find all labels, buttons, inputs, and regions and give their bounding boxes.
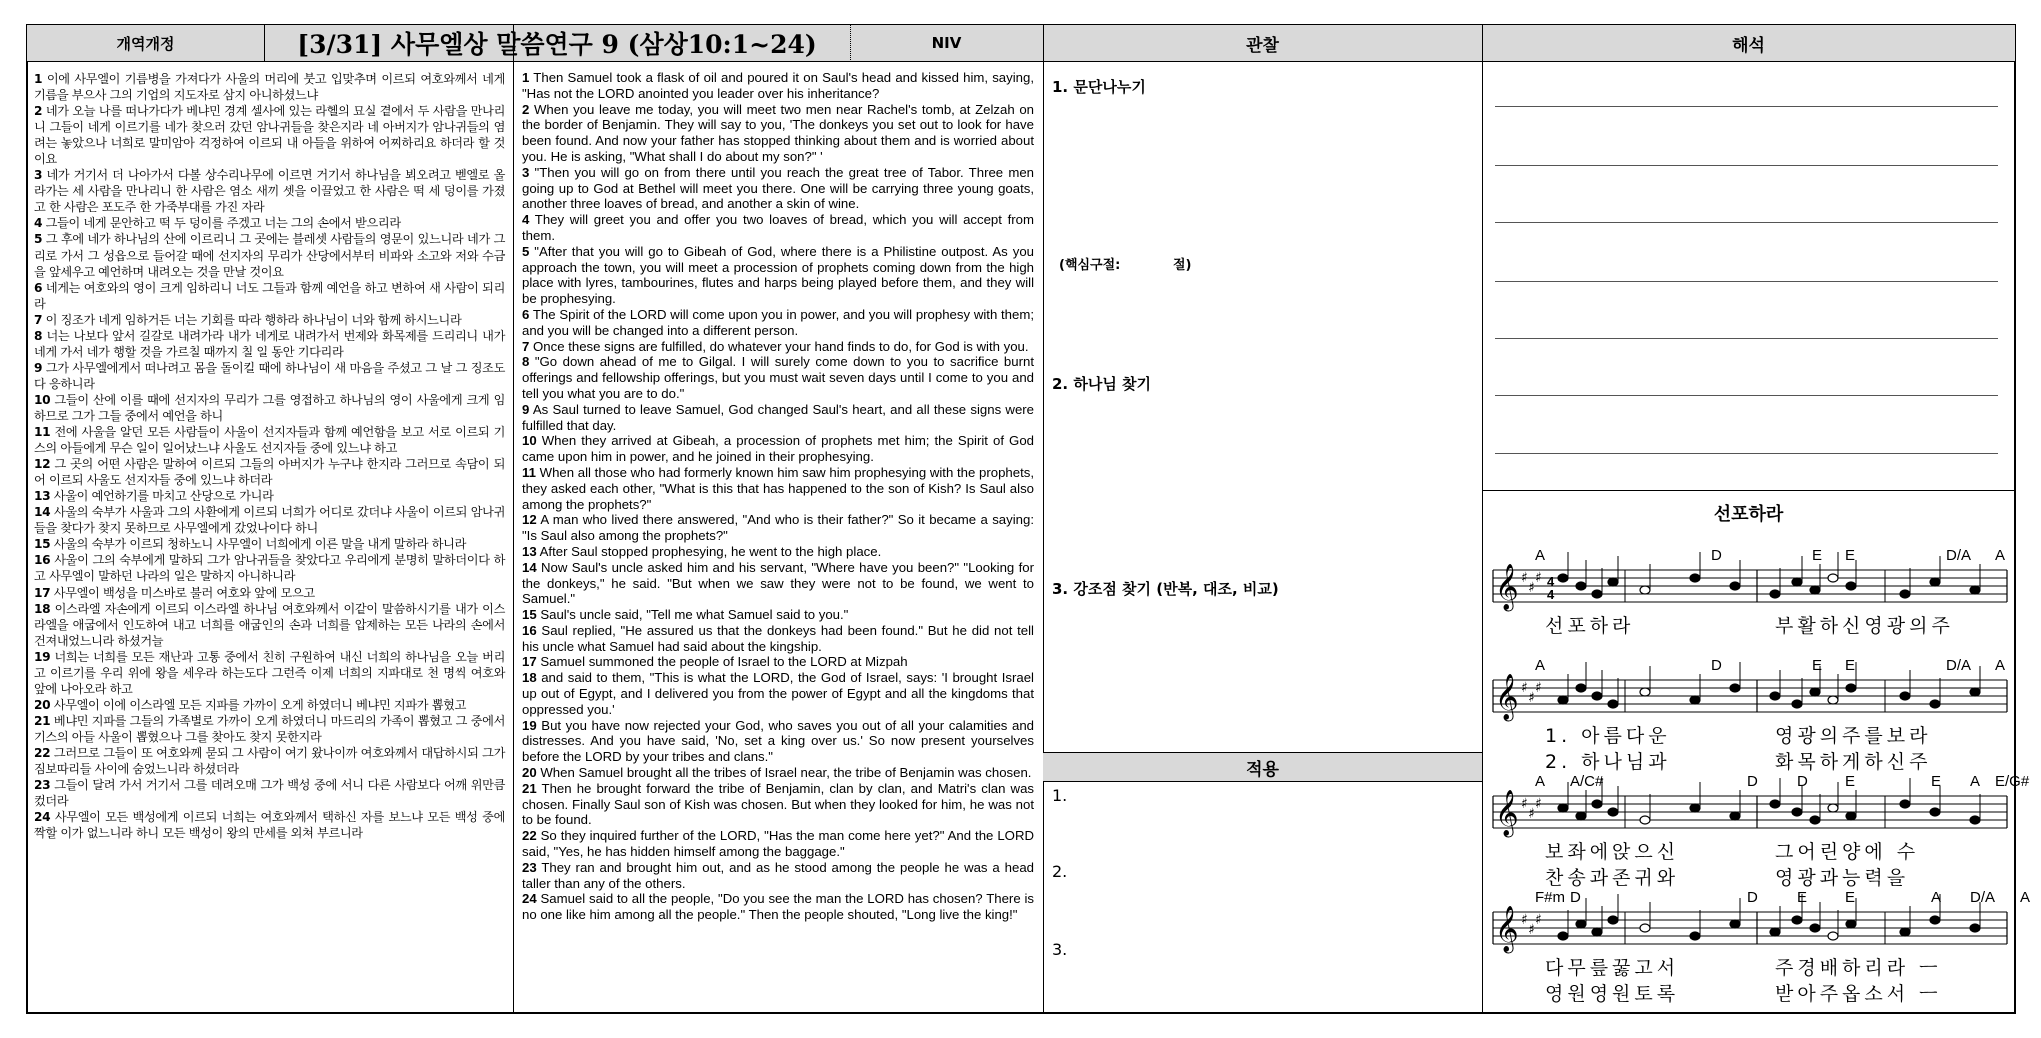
note — [1770, 590, 1780, 598]
english-verse — [522, 212, 1034, 244]
note — [1846, 582, 1856, 590]
verse-number: 19 — [522, 717, 537, 733]
verse-number: 2 — [522, 101, 530, 117]
apply-item-1: 1. — [1052, 786, 1068, 805]
note — [1690, 574, 1700, 582]
note — [1810, 816, 1820, 824]
note — [1608, 808, 1618, 816]
verse-number: 1 — [34, 72, 43, 86]
treble-clef-icon: 𝄞 — [1495, 564, 1519, 610]
english-verse — [522, 465, 1034, 512]
note — [1730, 812, 1740, 820]
note — [1558, 804, 1568, 812]
niv-header: NIV — [850, 25, 1043, 62]
writing-line — [1495, 281, 1998, 282]
note — [1900, 800, 1910, 808]
writing-line — [1495, 338, 1998, 339]
chord-symbol: E — [1812, 547, 1823, 564]
note — [1846, 684, 1856, 692]
time-signature: 4 — [1547, 587, 1555, 602]
verse-text: Then Samuel took a flask of oil and poured it on Saul's head and kissed him, saying, "Has not the LORD anointed you leader over his inheritance? — [522, 70, 1034, 101]
verse-text: Samuel said to all the people, "Do you see the man the LORD has chosen? There is no one like him among all the people." Then the people shouted, "Long live the king!" — [522, 891, 1034, 923]
verse-text: They ran and brought him out, and as he stood among the people he was a head taller than any of the others. — [522, 859, 1034, 891]
verse-number: 4 — [34, 216, 43, 231]
verse-text: Saul's uncle said, "Tell me what Samuel said to you." — [536, 607, 849, 623]
korean-verse — [34, 167, 505, 215]
chord-symbol: E — [1797, 889, 1808, 906]
lyric-line: 영광과능력을 — [1775, 867, 1910, 889]
sharp-icon: ♯ — [1521, 570, 1528, 586]
page-title: [3/31] 사무엘상 말씀연구 9 (삼상10:1~24) — [264, 25, 850, 62]
verse-text: and said to them, "This is what the LORD, the God of Israel, says: 'I brought Israel up out of Egypt, and I delivered you from the power of Egypt and all the kingdoms that oppressed you.' — [522, 670, 1034, 717]
note — [1558, 574, 1568, 582]
lyric-line: 화목하게하신주 — [1775, 751, 1932, 773]
verse-text: 사울의 숙부가 이르되 청하노니 사무엘이 너희에게 이른 말을 내게 말하라 하니라 — [50, 537, 466, 552]
note — [1828, 574, 1838, 582]
chord-symbol: A — [2020, 889, 2031, 906]
note — [1970, 688, 1980, 696]
verse-text: Samuel summoned the people of Israel to the LORD at Mizpah — [536, 654, 908, 670]
verse-number: 15 — [522, 607, 537, 623]
verse-text: "Go down ahead of me to Gilgal. I will surely come down to you to sacrifice burnt offerings and fellowship offerings, but you must wait seven days until I come to you and tell you what you are to do." — [522, 354, 1034, 401]
note — [1576, 684, 1586, 692]
verse-number: 5 — [34, 232, 43, 247]
note — [1770, 692, 1780, 700]
verse-text: 전에 사울을 알던 모든 사람들이 사울이 선지자들과 함께 예언함을 보고 서로 이르되 기스의 아들에게 무슨 일이 일어났느냐 사울도 선지자들 중에 있느냐 하고 — [34, 425, 505, 456]
apply-header: 적용 — [1043, 752, 1482, 782]
english-verse — [522, 860, 1034, 892]
chord-symbol: A — [1535, 773, 1546, 790]
lyric-line: 보좌에앉으신 — [1545, 841, 1680, 863]
chord-symbol: E — [1931, 773, 1942, 790]
chord-symbol: A — [1931, 889, 1942, 906]
verse-number: 14 — [34, 505, 51, 520]
korean-verse — [34, 215, 505, 231]
english-verse — [522, 339, 1034, 355]
verse-number: 20 — [34, 697, 51, 712]
verse-number: 10 — [522, 433, 537, 449]
note — [1810, 688, 1820, 696]
sharp-icon: ♯ — [1528, 922, 1535, 938]
verse-number: 20 — [522, 765, 537, 781]
verse-number: 8 — [522, 354, 530, 370]
chord-symbol: D/A — [1946, 657, 1972, 674]
note — [1970, 586, 1980, 594]
english-verse — [522, 560, 1034, 607]
korean-verse — [34, 424, 505, 456]
sharp-icon: ♯ — [1521, 680, 1528, 696]
writing-line — [1495, 453, 1998, 454]
find-god-label: 2. 하나님 찾기 — [1052, 375, 1152, 393]
korean-verse — [34, 280, 505, 312]
verse-number: 22 — [34, 745, 51, 760]
verse-number: 24 — [34, 810, 51, 825]
english-verse — [522, 102, 1034, 165]
verse-text: 네가 거기서 더 나아가서 다볼 상수리나무에 이르면 거기서 하나님을 뵈오려고 벧엘로 올라가는 세 사람을 만나리니 한 사람은 염소 새끼 셋을 이끌었고 한 사람은 떡 세 덩이를 가졌고 한 사람은 포도주 한 가죽부대를 가진 자라 — [34, 168, 505, 215]
sharp-icon: ♯ — [1528, 806, 1535, 822]
note — [1930, 808, 1940, 816]
sharp-icon: ♯ — [1528, 580, 1535, 596]
korean-verse — [34, 809, 505, 841]
korean-verse — [34, 585, 505, 601]
song-title: 선포하라 — [1713, 504, 1784, 525]
note — [1730, 684, 1740, 692]
chord-symbol: A — [1995, 547, 2006, 564]
sharp-icon: ♯ — [1521, 912, 1528, 928]
verse-number: 13 — [34, 489, 51, 504]
verse-text: 사무엘이 모든 백성에게 이르되 너희는 여호와께서 택하신 자를 보느냐 모든 백성 중에 짝할 이가 없느니라 하니 모든 백성이 왕의 만세를 외쳐 부르니라 — [34, 810, 505, 841]
verse-number: 15 — [34, 537, 51, 552]
verse-number: 4 — [522, 212, 530, 228]
sharp-icon: ♯ — [1535, 912, 1542, 928]
verse-text: When they arrived at Gibeah, a procession of prophets met him; the Spirit of God came upon him in power, and he joined in their prophesying. — [522, 433, 1034, 465]
chord-symbol: D — [1747, 889, 1758, 906]
verse-text: 네게는 여호와의 영이 크게 임하리니 너도 그들과 함께 예언을 하고 변하여 새 사람이 되리라 — [34, 280, 505, 311]
verse-text: "Then you will go on from there until you reach the great tree of Tabor. Three men going up to God at Bethel will meet you there. One will be carrying three young goats, another three loaves of bread, and another a skin of wine. — [522, 164, 1034, 212]
verse-number: 12 — [34, 457, 51, 472]
writing-line — [1495, 395, 1998, 396]
verse-text: 사무엘이 이에 이스라엘 모든 지파를 가까이 오게 하였더니 베냐민 지파가 뽑혔고 — [50, 697, 466, 712]
verse-text: 사무엘이 백성을 미스바로 불러 여호와 앞에 모으고 — [50, 585, 315, 600]
chord-symbol: D — [1747, 773, 1758, 790]
verse-text: "After that you will go to Gibeah of God, where there is a Philistine outpost. As you approach the town, you will meet a procession of prophets coming down from the high place with lyres, tambourines, flutes and harps being played before them, and they will be prophesying. — [522, 243, 1034, 307]
verse-number: 3 — [34, 168, 43, 183]
verse-number: 21 — [522, 780, 537, 796]
english-verse — [522, 718, 1034, 765]
korean-verses — [34, 71, 505, 1009]
chord-symbol: E — [1845, 773, 1856, 790]
verse-number: 8 — [34, 328, 43, 343]
english-verse — [522, 781, 1034, 828]
verse-number: 10 — [34, 392, 51, 407]
verse-text: 사울이 그의 숙부에게 말하되 그가 암나귀들을 찾았다고 우리에게 분명히 말하더이다 하고 사무엘이 말하던 나라의 일은 말하지 아니하니라 — [34, 553, 505, 584]
sharp-icon: ♯ — [1521, 796, 1528, 812]
note — [1828, 932, 1838, 940]
observe-header: 관찰 — [1043, 25, 1482, 62]
verse-text: Now Saul's uncle asked him and his servant, "Where have you been?" "Looking for the donkeys," he said. "But when we saw they were not to be found, we went to Samuel." — [522, 559, 1034, 607]
chord-symbol: D — [1797, 773, 1808, 790]
note — [1792, 808, 1802, 816]
note — [1690, 804, 1700, 812]
korean-verse — [34, 456, 505, 488]
chord-symbol: A/C# — [1570, 773, 1604, 790]
verse-number: 1 — [522, 70, 530, 85]
note — [1608, 916, 1618, 924]
treble-clef-icon: 𝄞 — [1495, 674, 1519, 720]
interpret-header: 해석 — [1482, 25, 2015, 62]
note — [1640, 924, 1650, 932]
korean-verse — [34, 231, 505, 279]
chord-symbol: E/G# — [1995, 773, 2030, 790]
lyric-line: 부활하신영광의주 — [1775, 615, 1954, 637]
verse-text: As Saul turned to leave Samuel, God changed Saul's heart, and all these signs were fulfilled that day. — [522, 401, 1034, 433]
korean-verse — [34, 71, 505, 103]
apply-item-2: 2. — [1052, 862, 1068, 881]
note — [1792, 916, 1802, 924]
english-verse — [522, 307, 1034, 339]
verse-number: 11 — [34, 425, 51, 440]
paragraph-division-label: 1. 문단나누기 — [1052, 78, 1146, 96]
verse-number: 9 — [522, 401, 530, 417]
note — [1970, 816, 1980, 824]
verse-number: 13 — [522, 543, 537, 559]
korean-verse — [34, 392, 505, 424]
divider — [264, 24, 265, 62]
note — [1846, 920, 1856, 928]
verse-number: 2 — [34, 104, 43, 119]
verse-text: A man who lived there answered, "And who is their father?" So it became a saying: "Is Saul also among the prophets?" — [522, 512, 1034, 544]
note — [1900, 590, 1910, 598]
note — [1640, 688, 1650, 696]
chord-symbol: D — [1711, 657, 1722, 674]
korean-verse — [34, 360, 505, 392]
note — [1828, 696, 1838, 704]
verse-number: 23 — [522, 859, 537, 875]
note — [1576, 920, 1586, 928]
english-verse — [522, 354, 1034, 401]
chord-symbol: D/A — [1946, 547, 1972, 564]
chord-symbol: E — [1845, 657, 1856, 674]
verse-text: 사울의 숙부가 사울과 그의 사환에게 이르되 너희가 어디로 갔더냐 사울이 이르되 암나귀들을 찾다가 찾지 못하므로 사무엘에게 갔었나이다 하니 — [34, 505, 505, 536]
korean-verse — [34, 312, 505, 328]
verse-text: But you have now rejected your God, who saves you out of all your calamities and distresses. And you have said, 'No, set a king over us.' So now present yourselves before the LORD by your tribes and clans." — [522, 717, 1034, 765]
note — [1792, 700, 1802, 708]
korean-verse — [34, 697, 505, 713]
note — [1770, 928, 1780, 936]
english-verse — [522, 402, 1034, 434]
key-verse-label: (핵심구절: — [1059, 258, 1121, 273]
lyric-line: 그어린양에 수 — [1775, 841, 1920, 863]
korean-verse — [34, 649, 505, 697]
note — [1900, 692, 1910, 700]
english-verse — [522, 891, 1034, 923]
verse-text: Then he brought forward the tribe of Benjamin, clan by clan, and Matri's clan was chosen. Finally Saul son of Kish was chosen. But when they looked for him, he was not to be found. — [522, 780, 1034, 828]
apply-item-3: 3. — [1052, 940, 1068, 959]
english-verse — [522, 828, 1034, 860]
note — [1558, 932, 1568, 940]
sharp-icon: ♯ — [1535, 680, 1542, 696]
verse-number: 16 — [522, 622, 537, 638]
sharp-icon: ♯ — [1535, 796, 1542, 812]
verse-text: After Saul stopped prophesying, he went to the high place. — [536, 543, 882, 559]
verse-number: 7 — [34, 312, 43, 327]
korean-verse — [34, 488, 505, 504]
verse-number: 12 — [522, 512, 537, 528]
verse-number: 24 — [522, 891, 537, 907]
english-verse — [522, 765, 1034, 781]
verse-text: When you leave me today, you will meet two men near Rachel's tomb, at Zelzah on the border of Benjamin. They will say to you, 'The donkeys you set out to look for have been found. And now your father has stopped thinking about them and is worried about you. He is asking, "What shall I do about my son?" ' — [522, 101, 1034, 164]
lyric-line: 찬송과존귀와 — [1545, 867, 1680, 889]
song-divider — [1482, 490, 2015, 491]
verse-text: 그 곳의 어떤 사람은 말하여 이르되 그들의 아버지가 누구냐 한지라 그러므로 속담이 되어 이르되 사울도 선지자들 중에 있느냐 하더라 — [34, 457, 505, 488]
verse-number: 18 — [34, 601, 51, 616]
english-verse — [522, 670, 1034, 717]
note — [1576, 582, 1586, 590]
note — [1592, 692, 1602, 700]
verse-number: 21 — [34, 713, 51, 728]
verse-number: 23 — [34, 778, 51, 793]
korean-verse — [34, 536, 505, 552]
note — [1770, 800, 1780, 808]
song-score — [1485, 522, 2031, 1010]
english-verse — [522, 433, 1034, 465]
verse-text: 그가 사무엘에게서 떠나려고 몸을 돌이킬 때에 하나님이 새 마음을 주셨고 그 날 그 징조도 다 응하니라 — [34, 360, 505, 391]
note — [1576, 812, 1586, 820]
chord-symbol: D — [1570, 889, 1581, 906]
note — [1810, 586, 1820, 594]
treble-clef-icon: 𝄞 — [1495, 790, 1519, 836]
note — [1558, 696, 1568, 704]
verse-number: 17 — [34, 585, 51, 600]
english-verse — [522, 512, 1034, 544]
verse-number: 16 — [34, 553, 51, 568]
english-verse — [522, 70, 1034, 102]
korean-verse — [34, 504, 505, 536]
column-divider — [1043, 24, 1044, 1014]
english-verse — [522, 244, 1034, 307]
lyric-line: 받아주옵소서 ㅡ — [1775, 983, 1942, 1005]
time-signature: 4 — [1547, 574, 1555, 589]
chord-symbol: A — [1970, 773, 1981, 790]
chord-symbol: A — [1535, 657, 1546, 674]
english-verse — [522, 623, 1034, 655]
verse-number: 17 — [522, 654, 537, 670]
note — [1810, 924, 1820, 932]
verse-text: 그러므로 그들이 또 여호와께 묻되 그 사람이 여기 왔나이까 여호와께서 대답하시되 그가 짐보따리들 사이에 숨었느니라 하셨더라 — [34, 745, 505, 777]
lyric-line: 2. 하나님과 — [1545, 751, 1671, 773]
note — [1846, 812, 1856, 820]
note — [1930, 916, 1940, 924]
verse-number: 7 — [522, 338, 530, 354]
note — [1730, 582, 1740, 590]
verse-text: So they inquired further of the LORD, "Has the man come here yet?" And the LORD said, "Yes, he has hidden himself among the baggage." — [522, 828, 1034, 860]
note — [1792, 578, 1802, 586]
lyric-line: 다무릎꿇고서 — [1545, 957, 1680, 979]
verse-text: 너희는 너희를 모든 재난과 고통 중에서 친히 구원하여 내신 너희의 하나님을 오늘 버리고 이르기를 우리 위에 왕을 세우라 하는도다 그런즉 이제 너희의 지파대로 천 명씩 여호와 앞에 나아오라 하고 — [34, 649, 505, 696]
verse-number: 9 — [34, 360, 43, 375]
verse-text: 그들이 달려 가서 거기서 그를 데려오매 그가 백성 중에 서니 다른 사람보다 어깨 위만큼 컸더라 — [34, 778, 505, 809]
verse-number: 5 — [522, 243, 530, 259]
verse-text: They will greet you and offer you two loaves of bread, which you will accept from them. — [522, 212, 1034, 243]
writing-line — [1495, 222, 1998, 223]
english-verse — [522, 544, 1034, 560]
note — [1730, 920, 1740, 928]
lyric-line: 선포하라 — [1545, 615, 1635, 637]
note — [1828, 804, 1838, 812]
verse-text: Once these signs are fulfilled, do whatever your hand finds to do, for God is with you. — [529, 338, 1029, 354]
english-verse — [522, 165, 1034, 212]
verse-number: 14 — [522, 559, 537, 575]
note — [1608, 578, 1618, 586]
verse-number: 22 — [522, 828, 537, 844]
korean-verse — [34, 745, 505, 777]
english-verses — [522, 70, 1034, 1010]
note — [1690, 932, 1700, 940]
verse-text: 그 후에 네가 하나님의 산에 이르리니 그 곳에는 블레셋 사람들의 영문이 있느니라 네가 그리로 가서 그 성읍으로 들어갈 때에 선지자의 무리가 산당에서부터 비파와 소고와 저와 수금을 앞세우고 예언하며 내려오는 것을 만날 것이요 — [34, 232, 505, 279]
note — [1690, 696, 1700, 704]
verse-text: 너는 나보다 앞서 길갈로 내려가라 내가 네게로 내려가서 번제와 화목제를 드리리니 내가 네게 가서 네가 행할 것을 가르칠 때까지 칠 일 동안 기다리라 — [34, 328, 505, 359]
english-verse — [522, 654, 1034, 670]
divider — [850, 24, 851, 62]
verse-text: 그들이 산에 이를 때에 선지자의 무리가 그를 영접하고 하나님의 영이 사울에게 크게 임하므로 그가 그들 중에서 예언을 하니 — [34, 392, 505, 423]
column-divider — [513, 24, 514, 1014]
korean-verse — [34, 713, 505, 745]
chord-symbol: A — [1995, 657, 2006, 674]
verse-text: 사울이 예언하기를 마치고 산당으로 가니라 — [50, 489, 274, 504]
verse-text: When all those who had formerly known him saw him prophesying with the prophets, they asked each other, "What is this that has happened to the son of Kish? Is Saul also among the prophets?" — [522, 464, 1034, 512]
verse-number: 6 — [34, 280, 43, 295]
chord-symbol: F#m — [1535, 889, 1565, 906]
lyric-line: 영광의주를보라 — [1775, 725, 1932, 747]
verse-text: The Spirit of the LORD will come upon you in power, and you will prophesy with them; and you will be changed into a different person. — [522, 306, 1034, 338]
note — [1592, 800, 1602, 808]
korean-verse — [34, 328, 505, 360]
verse-text: 그들이 네게 문안하고 떡 두 덩이를 주겠고 너는 그의 손에서 받으리라 — [42, 216, 401, 231]
chord-symbol: D/A — [1970, 889, 1996, 906]
note — [1640, 586, 1650, 594]
note — [1592, 928, 1602, 936]
korean-verse — [34, 601, 505, 649]
sharp-icon: ♯ — [1535, 570, 1542, 586]
verse-text: 이에 사무엘이 기름병을 가져다가 사울의 머리에 붓고 입맞추며 이르되 여호와께서 네게 기름을 부으사 그의 기업의 지도자로 삼지 아니하셨느냐 — [34, 72, 505, 103]
verse-number: 6 — [522, 306, 530, 322]
english-verse — [522, 607, 1034, 623]
sharp-icon: ♯ — [1528, 690, 1535, 706]
chord-symbol: D — [1711, 547, 1722, 564]
verse-text: When Samuel brought all the tribes of Israel near, the tribe of Benjamin was chosen. — [536, 765, 1032, 781]
chord-symbol: E — [1845, 547, 1856, 564]
chord-symbol: A — [1535, 547, 1546, 564]
writing-line — [1495, 165, 1998, 166]
verse-number: 3 — [522, 164, 530, 180]
treble-clef-icon: 𝄞 — [1495, 906, 1519, 952]
verse-text: Saul replied, "He assured us that the donkeys had been found." But he did not tell his uncle what Samuel had said about the kingship. — [522, 622, 1034, 654]
note — [1640, 816, 1650, 824]
note — [1970, 924, 1980, 932]
chord-symbol: E — [1812, 657, 1823, 674]
writing-line — [1495, 106, 1998, 107]
chord-symbol: E — [1845, 889, 1856, 906]
key-verse-unit: 절) — [1173, 258, 1192, 273]
note — [1930, 578, 1940, 586]
verse-number: 11 — [522, 464, 536, 480]
verse-text: 베냐민 지파를 그들의 가족별로 가까이 오게 하였더니 마드리의 가족이 뽑혔고 그 중에서 기스의 아들 사울이 뽑혔으나 그를 찾아도 찾지 못한지라 — [34, 713, 505, 744]
lyric-line: 영원영원토록 — [1545, 983, 1680, 1005]
note — [1592, 590, 1602, 598]
verse-text: 이 징조가 네게 임하거든 너는 기회를 따라 행하라 하나님이 너와 함께 하시느니라 — [42, 312, 462, 327]
verse-text: 네가 오늘 나를 떠나가다가 베냐민 경계 셀사에 있는 라헬의 묘실 곁에서 두 사람을 만나리니 그들이 네게 이르기를 네가 찾으러 갔던 암나귀들을 찾은지라 네 아버지가 암나귀들의 염려는 놓았으나 너희로 말미암아 걱정하여 이르되 내 아들을 위하여 어찌하리요 하더라 할 것이요 — [34, 104, 505, 167]
note — [1930, 700, 1940, 708]
lyric-line: 주경배하리라 ㅡ — [1775, 957, 1942, 979]
korean-verse — [34, 552, 505, 584]
lyric-line: 1. 아름다운 — [1545, 725, 1671, 747]
korean-verse — [34, 777, 505, 809]
korean-verse — [34, 103, 505, 167]
version-header: 개역개정 — [27, 25, 264, 62]
verse-number: 19 — [34, 649, 51, 664]
verse-number: 18 — [522, 670, 537, 686]
verse-text: 이스라엘 자손에게 이르되 이스라엘 하나님 여호와께서 이같이 말씀하시기를 내가 이스라엘을 애굽에서 인도하여 내고 너희를 애굽인의 손과 너희를 압제하는 모든 나라의 손에서 건져내었느니라 하셨거늘 — [34, 601, 505, 648]
find-emphasis-label: 3. 강조점 찾기 (반복, 대조, 비교) — [1052, 580, 1279, 598]
note — [1900, 928, 1910, 936]
note — [1608, 700, 1618, 708]
